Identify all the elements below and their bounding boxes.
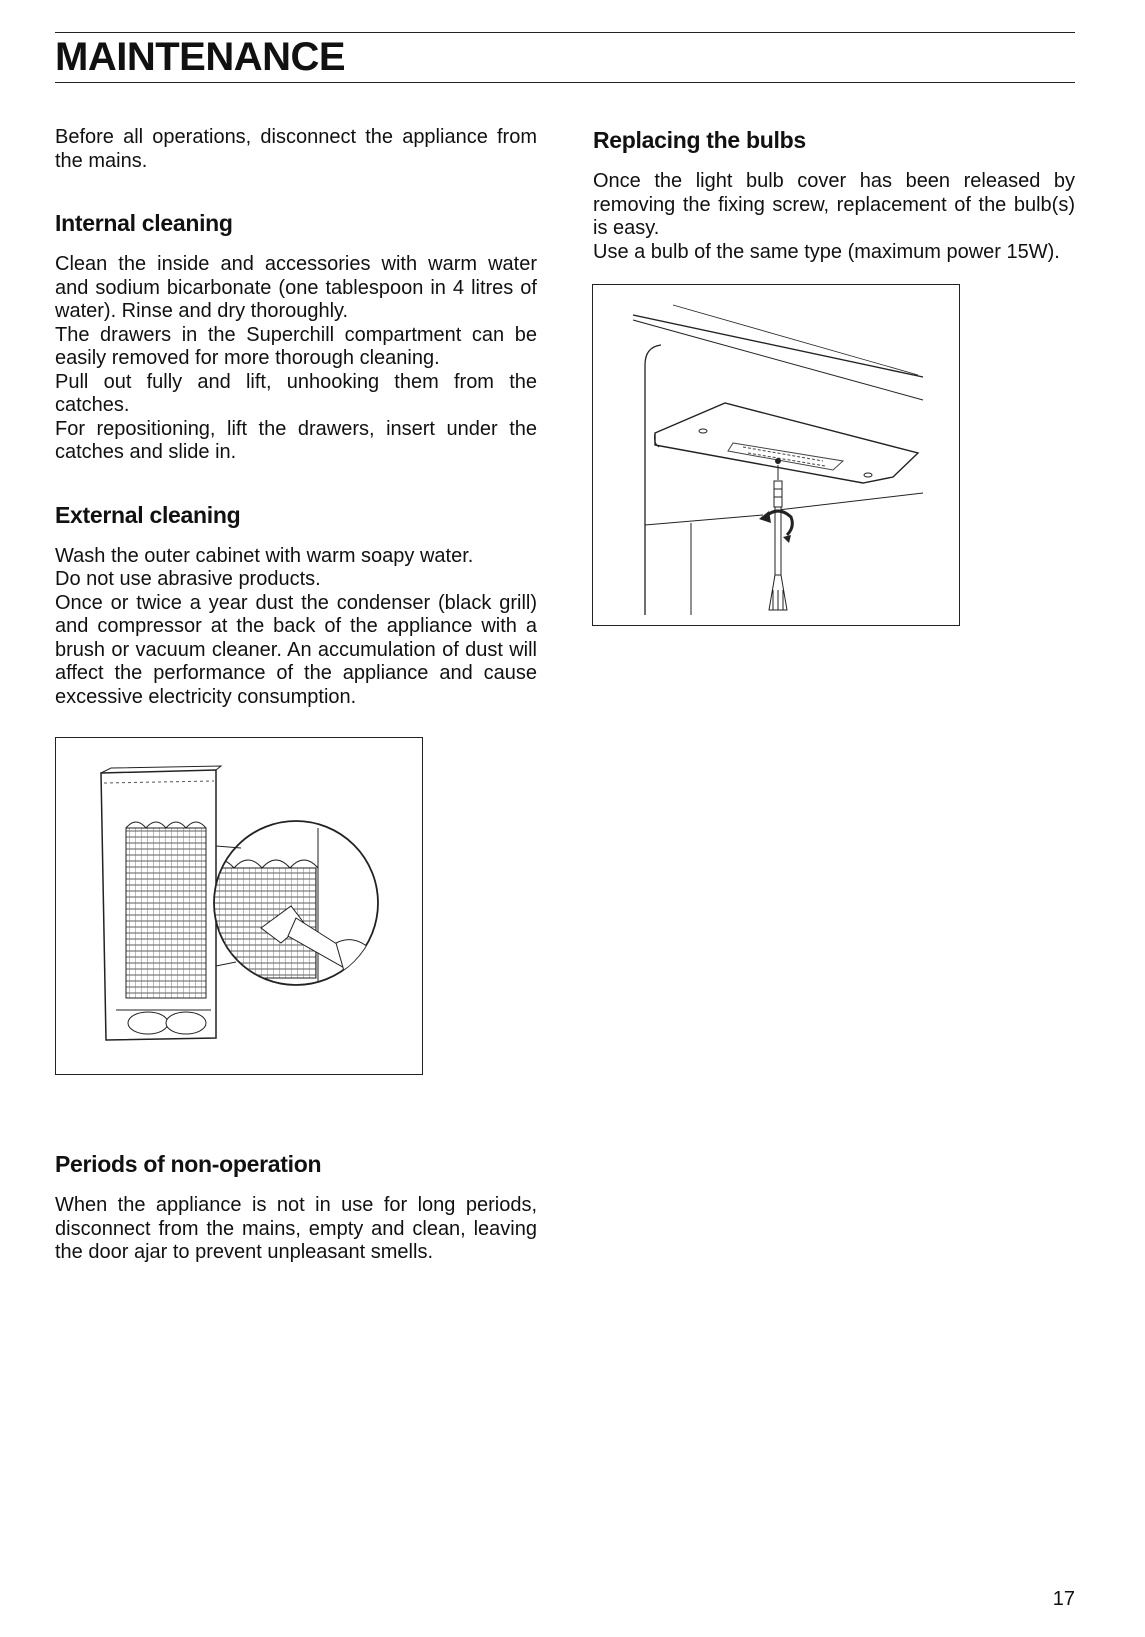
bulb-cover-illustration xyxy=(593,285,959,625)
internal-cleaning-p3: Pull out fully and lift, unhooking them from the catches. xyxy=(55,370,537,416)
non-operation-section xyxy=(55,1150,537,1265)
header-bottom-rule xyxy=(55,82,1075,83)
page-title: MAINTENANCE xyxy=(55,35,346,79)
bulb-replacement-figure xyxy=(592,284,960,626)
header-top-rule xyxy=(55,32,1075,33)
non-operation-heading: Periods of non-operation xyxy=(55,1151,322,1177)
internal-cleaning-p2: The drawers in the Superchill compartment can be easily removed for more thorough cleaning. xyxy=(55,323,537,369)
replacing-bulbs-p1: Once the light bulb cover has been released by removing the fixing screw, replacement of the bulb(s) is easy. xyxy=(593,170,1075,239)
condenser-illustration xyxy=(56,738,422,1074)
internal-cleaning-p4: For repositioning, lift the drawers, insert under the catches and slide in. xyxy=(55,417,537,463)
non-operation-p1: When the appliance is not in use for long periods, disconnect from the mains, empty and clean, leaving the door ajar to prevent unpleasant smells. xyxy=(55,1194,537,1263)
internal-cleaning-heading: Internal cleaning xyxy=(55,210,233,236)
external-cleaning-p1: Wash the outer cabinet with warm soapy water. xyxy=(55,544,474,567)
replacing-bulbs-p2: Use a bulb of the same type (maximum power 15W). xyxy=(593,240,1060,263)
left-column xyxy=(55,126,537,709)
right-column xyxy=(593,126,1075,264)
external-cleaning-heading: External cleaning xyxy=(55,501,241,528)
condenser-cleaning-figure xyxy=(55,737,423,1075)
intro-paragraph: Before all operations, disconnect the appliance from the mains. xyxy=(55,126,537,172)
page-number: 17 xyxy=(1052,1588,1075,1610)
external-cleaning-p2: Do not use abrasive products. xyxy=(55,568,321,590)
replacing-bulbs-heading: Replacing the bulbs xyxy=(593,127,806,153)
internal-cleaning-p1: Clean the inside and accessories with warm water and sodium bicarbonate (one tablespoon in 4 litres of water). Rinse and dry thoroughly. xyxy=(55,253,537,322)
external-cleaning-p3: Once or twice a year dust the condenser (black grill) and compressor at the back of the appliance with a brush or vacuum cleaner. An accumulation of dust will affect the performance of the appliance and cause excessive electricity consumption. xyxy=(55,591,537,708)
